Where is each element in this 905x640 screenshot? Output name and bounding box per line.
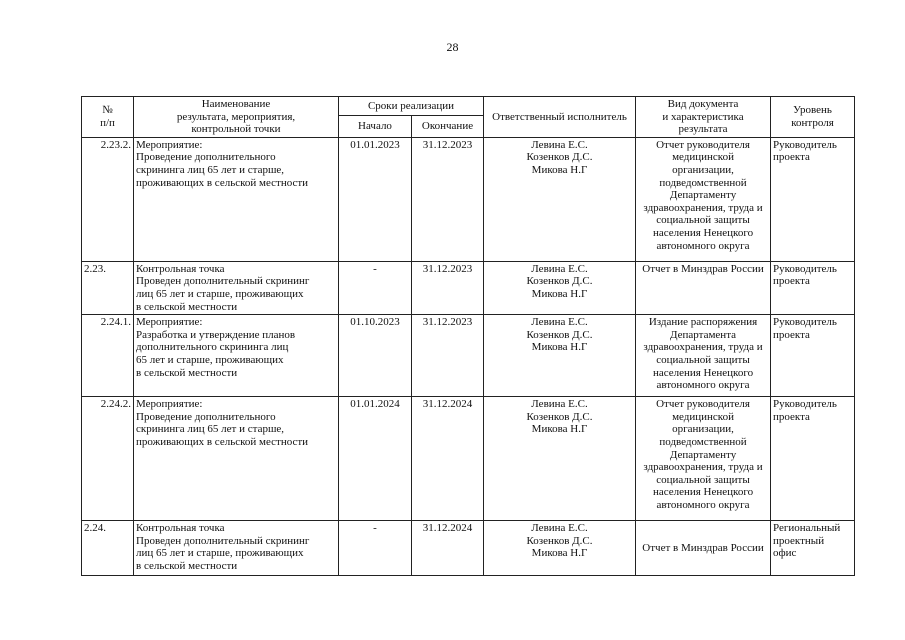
cell-line: дополнительного скрининга лиц [136,341,289,354]
cell-line: Козенков Д.С. [526,410,593,423]
cell-line: Отчет в Минздрав России [642,541,764,554]
header-name [134,97,339,138]
row-name [134,315,339,397]
row-document [636,137,771,261]
cell-line: контроля [791,116,834,129]
cell-line: результата, мероприятия, [176,110,296,123]
table-row [82,261,855,314]
row-document [636,397,771,521]
row-executor [484,315,636,397]
cell-line: проекта [773,410,810,423]
cell-line: Мероприятие: [136,398,203,411]
cell-line: Микова Н.Г [531,547,588,560]
row-end-date: 31.12.2023 [412,315,484,397]
header-end: Окончание [412,115,484,137]
row-number: 2.24.1. [82,315,134,397]
cell-line: скрининга лиц 65 лет и старше, [136,163,285,176]
header-doc-type [636,97,771,138]
cell-line: Мероприятие: [136,138,203,151]
cell-line: организации, [672,423,734,436]
cell-line: медицинской [672,151,734,164]
cell-line: здравоохранения, труда и [643,341,763,354]
row-number: 2.23.2. [82,137,134,261]
cell-line: Левина Е.С. [531,316,588,329]
header-period: Сроки реализации [339,97,484,116]
cell-line: Козенков Д.С. [526,275,593,288]
cell-line: Наименование [201,98,271,110]
cell-line: офис [773,547,797,560]
cell-line: Региональный [773,522,841,535]
row-document [636,521,771,576]
header-executor: Ответственный исполнитель [484,97,636,138]
cell-line: результата [678,123,728,136]
cell-line: социальной защиты [656,214,750,227]
cell-line: здравоохранения, труда и [643,461,763,474]
row-start-date: 01.01.2024 [339,397,412,521]
cell-line: Левина Е.С. [531,262,588,275]
page-number: 28 [446,40,459,54]
header-start: Начало [339,115,412,137]
cell-line: Разработка и утверждение планов [136,328,296,341]
row-end-date: 31.12.2024 [412,397,484,521]
cell-line: скрининга лиц 65 лет и старше, [136,423,285,436]
cell-line: Контрольная точка [136,522,225,535]
row-start-date: - [339,261,412,314]
cell-line: подведомственной [659,176,747,189]
cell-line: Департаменту [669,448,737,461]
cell-line: 65 лет и старше, проживающих [136,353,284,366]
cell-line: Козенков Д.С. [526,151,593,164]
row-executor [484,137,636,261]
header-control-level [771,97,855,138]
project-plan-table [81,96,855,576]
table-row [82,397,855,521]
cell-line: Проведен дополнительный скрининг [136,275,310,288]
cell-line: Микова Н.Г [531,423,588,436]
cell-line: п/п [100,116,115,129]
cell-line: проживающих в сельской местности [136,176,309,189]
cell-line: Издание распоряжения [648,316,758,329]
cell-line: Микова Н.Г [531,163,588,176]
row-control-level [771,315,855,397]
cell-line: Руководитель [773,398,837,411]
cell-line: Мероприятие: [136,316,203,329]
row-document [636,315,771,397]
cell-line: контрольной точки [191,123,281,136]
row-control-level [771,137,855,261]
row-name [134,261,339,314]
header-num [82,97,134,138]
cell-line: Отчет руководителя [656,398,750,411]
row-executor [484,261,636,314]
cell-line: социальной защиты [656,473,750,486]
cell-line: населения Ненецкого [652,366,754,379]
row-number: 2.23. [82,261,134,314]
cell-line: Левина Е.С. [531,138,588,151]
cell-line: в сельской местности [136,559,238,572]
cell-line: Вид документа [667,98,739,110]
row-name [134,397,339,521]
cell-line: Микова Н.Г [531,341,588,354]
row-control-level [771,521,855,576]
cell-line: Руководитель [773,262,837,275]
cell-line: и характеристика [662,110,744,123]
cell-line: автономного округа [656,379,750,392]
row-end-date: 31.12.2023 [412,261,484,314]
cell-line: населения Ненецкого [652,226,754,239]
row-control-level [771,261,855,314]
cell-line: в сельской местности [136,366,238,379]
cell-line: Контрольная точка [136,262,225,275]
row-end-date: 31.12.2024 [412,521,484,576]
row-start-date: 01.01.2023 [339,137,412,261]
cell-line: медицинской [672,410,734,423]
cell-line: проживающих в сельской местности [136,435,309,448]
cell-line: подведомственной [659,435,747,448]
cell-line: проекта [773,275,810,288]
cell-line: социальной защиты [656,353,750,366]
cell-line: Руководитель [773,316,837,329]
cell-line: здравоохранения, труда и [643,201,763,214]
cell-line: Руководитель [773,138,837,151]
row-number: 2.24.2. [82,397,134,521]
cell-line: Козенков Д.С. [526,534,593,547]
cell-line: № [102,104,113,117]
cell-line: Козенков Д.С. [526,328,593,341]
cell-line: Отчет в Минздрав России [642,262,764,275]
row-start-date: 01.10.2023 [339,315,412,397]
cell-line: Левина Е.С. [531,522,588,535]
table-row [82,521,855,576]
cell-line: Департаменту [669,189,737,202]
cell-line: в сельской местности [136,300,238,313]
cell-line: Отчет руководителя [656,138,750,151]
table-row [82,137,855,261]
cell-line: автономного округа [656,239,750,252]
row-document [636,261,771,314]
row-start-date: - [339,521,412,576]
cell-line: организации, [672,163,734,176]
row-executor [484,397,636,521]
cell-line: Проведение дополнительного [136,410,276,423]
cell-line: населения Ненецкого [652,486,754,499]
table-row [82,315,855,397]
cell-line: Уровень [793,104,832,117]
row-number: 2.24. [82,521,134,576]
row-control-level [771,397,855,521]
cell-line: проекта [773,328,810,341]
cell-line: лиц 65 лет и старше, проживающих [136,547,304,560]
cell-line: Проведен дополнительный скрининг [136,534,310,547]
row-name [134,137,339,261]
cell-line: автономного округа [656,498,750,511]
cell-line: Департамента [670,328,737,341]
cell-line: Микова Н.Г [531,287,588,300]
row-end-date: 31.12.2023 [412,137,484,261]
cell-line: проекта [773,151,810,164]
row-executor [484,521,636,576]
cell-line: Левина Е.С. [531,398,588,411]
cell-line: проектный [773,534,825,547]
cell-line: лиц 65 лет и старше, проживающих [136,287,304,300]
cell-line: Проведение дополнительного [136,151,276,164]
row-name [134,521,339,576]
